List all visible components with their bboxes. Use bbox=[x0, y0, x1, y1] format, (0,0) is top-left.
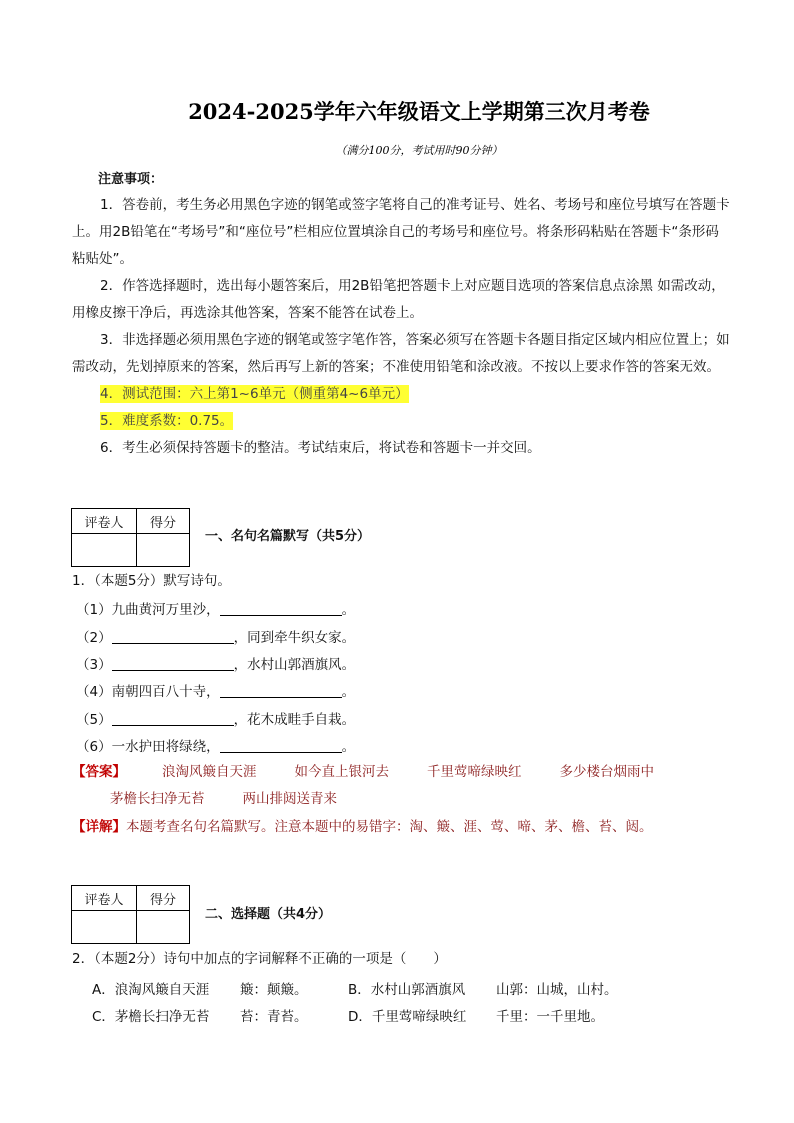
answer-tag: 【答案】 bbox=[72, 764, 126, 780]
option-a[interactable]: A．浪淘风簸自天涯 bbox=[92, 982, 210, 998]
option-b[interactable]: B．水村山郭酒旗风 bbox=[348, 982, 466, 998]
highlight: 5．难度系数：0.75。 bbox=[100, 413, 234, 429]
answer-block bbox=[72, 759, 722, 813]
answer-text: 千里莺啼绿映红 bbox=[427, 764, 522, 780]
notice-item-6: 6．考生必须保持答题卡的整洁。考试结束后，将试卷和答题卡一并交回。 bbox=[100, 440, 541, 456]
notice-item-3: 3．非选择题必须用黑色字迹的钢笔或签字笔作答，答案必须写在答题卡各题目指定区域内相应位置上；如需改动，先划掉原来的答案，然后再写上新的答案；不准使用铅笔和涂改液。不按以上要求作答的答案无效。 bbox=[72, 332, 730, 375]
list-item bbox=[76, 598, 355, 618]
item-suffix: 。 bbox=[341, 602, 356, 618]
notice-heading: 注意事项： bbox=[98, 172, 164, 187]
detail-tag: 【详解】 bbox=[72, 819, 126, 835]
item-suffix: ，水村山郭酒旗风。 bbox=[233, 657, 356, 673]
score-label: 得分 bbox=[137, 886, 190, 911]
answer-text: 多少楼台烟雨中 bbox=[559, 764, 654, 780]
option-row bbox=[0, 1005, 794, 1029]
list-item bbox=[76, 735, 355, 755]
option-d[interactable]: D．千里莺啼绿映红 bbox=[348, 1009, 467, 1025]
page-title: 2024-2025学年六年级语文上学期第三次月考卷 bbox=[188, 99, 650, 124]
answer-blank[interactable] bbox=[220, 738, 342, 753]
item-prefix: （3） bbox=[76, 657, 112, 673]
question-1: 1．（本题5分）默写诗句。 bbox=[72, 573, 231, 589]
item-suffix: 。 bbox=[341, 739, 356, 755]
item-prefix: （1）九曲黄河万里沙， bbox=[76, 602, 220, 618]
answer-blank[interactable] bbox=[112, 711, 234, 726]
option-row bbox=[0, 978, 794, 1002]
list-item bbox=[76, 708, 355, 728]
item-suffix: ，同到牵牛织女家。 bbox=[233, 630, 356, 646]
answer-text: 浪淘风簸自天涯 bbox=[162, 764, 257, 780]
option-a-gloss: 簸：颠簸。 bbox=[240, 982, 308, 998]
item-prefix: （4）南朝四百八十寺， bbox=[76, 684, 220, 700]
score-cell[interactable] bbox=[137, 534, 190, 567]
score-cell[interactable] bbox=[137, 911, 190, 944]
list-item bbox=[76, 653, 355, 673]
section-title: 二、选择题（共4分） bbox=[205, 907, 332, 922]
option-c-gloss: 苔：青苔。 bbox=[240, 1009, 308, 1025]
detail-block bbox=[72, 815, 653, 835]
notice-item-5 bbox=[100, 408, 233, 435]
item-suffix: 。 bbox=[341, 684, 356, 700]
detail-text: 本题考查名句名篇默写。注意本题中的易错字：淘、簸、涯、莺、啼、茅、檐、苔、闼。 bbox=[126, 819, 653, 835]
answer-text: 茅檐长扫净无苔 bbox=[110, 791, 205, 807]
notice-item-4 bbox=[100, 381, 409, 408]
grader-label: 评卷人 bbox=[72, 509, 137, 534]
item-suffix: ，花木成畦手自栽。 bbox=[233, 712, 356, 728]
grader-label: 评卷人 bbox=[72, 886, 137, 911]
page-subtitle: （满分100分，考试用时90分钟） bbox=[335, 144, 503, 157]
highlight: 4．测试范围：六上第1~6单元（侧重第4~6单元） bbox=[100, 386, 409, 402]
option-d-gloss: 千里：一千里地。 bbox=[496, 1009, 604, 1025]
score-box bbox=[71, 508, 190, 567]
answer-blank[interactable] bbox=[112, 656, 234, 671]
list-item bbox=[76, 680, 355, 700]
item-prefix: （6）一水护田将绿绕， bbox=[76, 739, 220, 755]
list-item bbox=[76, 626, 355, 646]
option-b-gloss: 山郭：山城，山村。 bbox=[496, 982, 618, 998]
answer-blank[interactable] bbox=[220, 601, 342, 616]
item-prefix: （5） bbox=[76, 712, 112, 728]
grader-cell[interactable] bbox=[72, 911, 137, 944]
answer-blank[interactable] bbox=[220, 683, 342, 698]
grader-cell[interactable] bbox=[72, 534, 137, 567]
notice-item-2: 2．作答选择题时，选出每小题答案后，用2B铅笔把答题卡上对应题目选项的答案信息点涂黑 如需改动，用橡皮擦干净后，再选涂其他答案，答案不能答在试卷上。 bbox=[72, 278, 725, 321]
answer-text: 如今直上银河去 bbox=[294, 764, 389, 780]
question-2: 2．（本题2分）诗句中加点的字词解释不正确的一项是（ ） bbox=[72, 951, 447, 967]
score-label: 得分 bbox=[137, 509, 190, 534]
answer-blank[interactable] bbox=[112, 629, 234, 644]
section-title: 一、名句名篇默写（共5分） bbox=[205, 529, 371, 544]
item-prefix: （2） bbox=[76, 630, 112, 646]
notice-item-1: 1．答卷前，考生务必用黑色字迹的钢笔或签字笔将自己的准考证号、姓名、考场号和座位号填写在答题卡上。用2B铅笔在“考场号”和“座位号”栏相应位置填涂自己的考场号和座位号。将条形码粘贴在答题卡“条形码粘贴处”。 bbox=[72, 197, 730, 267]
option-c[interactable]: C．茅檐长扫净无苔 bbox=[92, 1009, 210, 1025]
answer-text: 两山排闼送青来 bbox=[242, 791, 337, 807]
score-box bbox=[71, 885, 190, 944]
